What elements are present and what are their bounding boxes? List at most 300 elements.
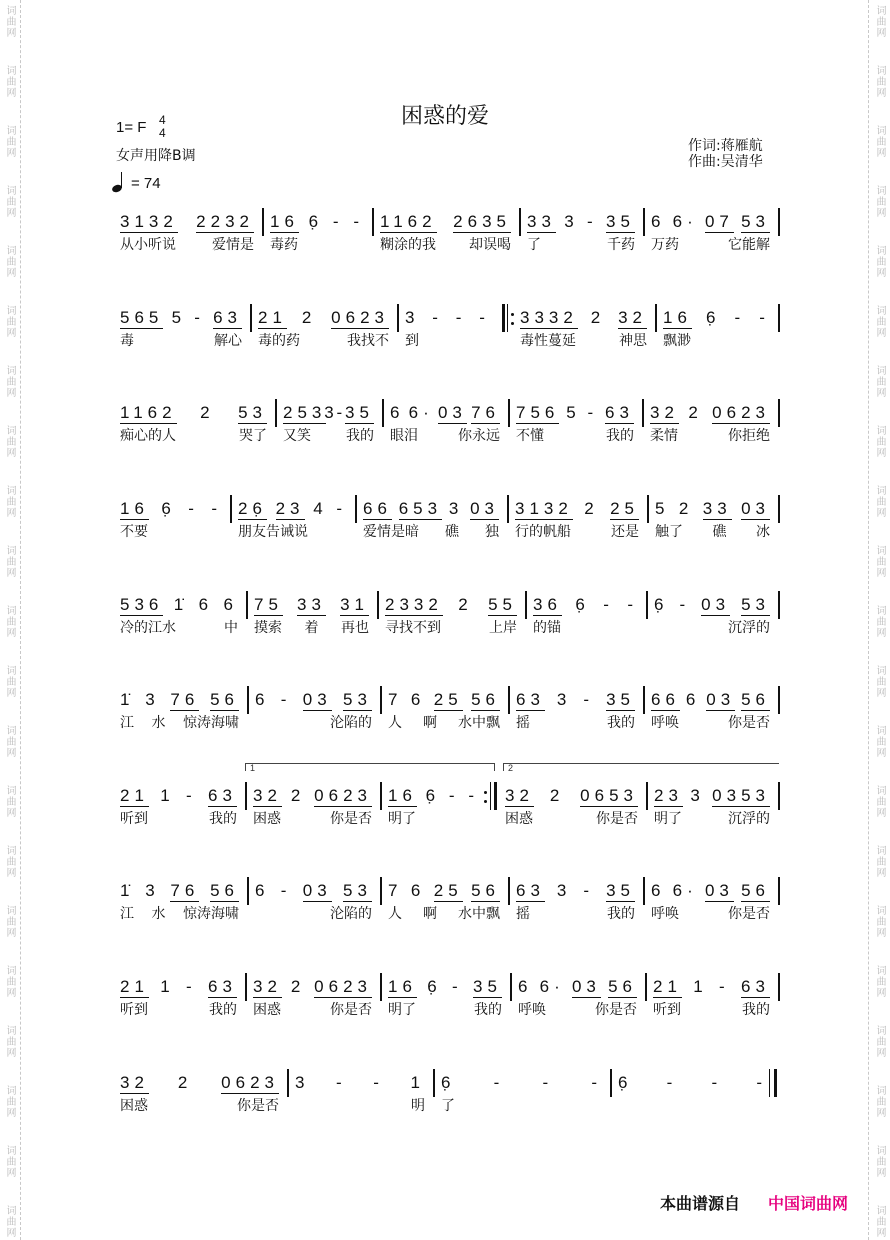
note-group: 6̣ (425, 786, 441, 805)
lyric-word: 行的帆船 (515, 524, 571, 540)
note-group: - (468, 786, 479, 805)
note-line (245, 978, 380, 1000)
measure (118, 787, 245, 831)
barline (778, 208, 780, 236)
note-group: 0623 (221, 1073, 279, 1092)
barline (778, 973, 780, 1001)
lyric-word: 听到 (653, 1002, 681, 1018)
measure (510, 978, 645, 1022)
staff-row (0, 309, 890, 353)
lyric-word: 听到 (120, 1002, 148, 1018)
note-line (262, 213, 372, 235)
lyric-word: 惊涛海啸 (183, 906, 239, 922)
lyric-word: 上岸 (489, 620, 517, 636)
note-line (380, 787, 497, 809)
note-group: 3 (556, 690, 572, 709)
lyric-line (230, 524, 355, 542)
lyric-word: 人 (388, 715, 402, 731)
barline (508, 686, 510, 714)
lyric-word: 你是否 (330, 1002, 372, 1018)
measure (372, 213, 519, 257)
note-group: 32 (253, 786, 282, 805)
note-group: 25 (433, 690, 463, 709)
note-group: 1̇ (120, 690, 135, 709)
lyric-word: 礁 (712, 524, 727, 540)
note-group: 6̣ (654, 595, 669, 614)
lyric-word: 哭了 (239, 428, 267, 444)
lyric-word: 惊涛海啸 (183, 715, 239, 731)
watermark-left: 词曲网 (4, 1085, 15, 1118)
lyric-word: 触了 (655, 524, 683, 540)
lyric-line (655, 333, 778, 351)
barline (380, 877, 382, 905)
measure (118, 309, 250, 353)
note-line (646, 787, 778, 809)
measure (246, 596, 377, 640)
measure (380, 882, 508, 926)
lyric-word: 冷的江水 (120, 620, 176, 636)
note-group: 3 (448, 499, 464, 518)
note-line (246, 596, 377, 618)
note-group: 6̣ (441, 1073, 456, 1092)
note-group: - (332, 212, 344, 231)
note-group: 21 (120, 977, 149, 996)
lyric-line (118, 1002, 245, 1020)
note-line (510, 978, 645, 1000)
measure (507, 500, 647, 544)
barline (655, 304, 657, 332)
note-line (508, 882, 643, 904)
lyric-word: 还是 (611, 524, 639, 540)
note-group: 32 (650, 403, 679, 422)
watermark-left: 词曲网 (4, 1205, 15, 1238)
note-group: 21 (120, 786, 149, 805)
note-group: 3 (564, 212, 579, 231)
note-group: 6 (223, 595, 238, 614)
note-group: 03 (704, 881, 734, 900)
lyricist-credit: 作词:蒋雁航 (688, 138, 763, 154)
note-line (230, 500, 355, 522)
watermark-right: 词曲网 (874, 905, 885, 938)
lyric-line (646, 620, 778, 638)
note-group: - (627, 595, 638, 614)
watermark-left: 词曲网 (4, 365, 15, 398)
barline (246, 591, 248, 619)
note-group: - (711, 1073, 723, 1092)
note-line (118, 404, 275, 426)
lyric-word: 明了 (388, 811, 416, 827)
watermark-right: 词曲网 (874, 665, 885, 698)
watermark-right: 词曲网 (874, 1085, 885, 1118)
note-line (287, 1074, 433, 1096)
measure (647, 500, 778, 544)
note-line (519, 213, 643, 235)
note-group: 3 (405, 308, 420, 327)
lyric-line (262, 237, 372, 255)
lyric-line (245, 811, 380, 829)
lyric-word: 万药 (651, 237, 679, 253)
note-line (118, 213, 262, 235)
watermark-left: 词曲网 (4, 665, 15, 698)
note-line (397, 309, 498, 331)
lyric-line (287, 1098, 433, 1116)
note-line (498, 309, 655, 331)
note-group: - (280, 881, 292, 900)
lyric-line (508, 906, 643, 924)
note-group: 16 (120, 499, 149, 518)
note-group: 63 (516, 690, 545, 709)
lyric-line (498, 333, 655, 351)
note-line (497, 787, 646, 809)
barline (778, 304, 780, 332)
note-group: 6 (198, 595, 214, 614)
barline (247, 686, 249, 714)
measure (380, 691, 508, 735)
lyric-word: 明 (411, 1098, 425, 1114)
lyric-word: 解心 (214, 333, 242, 349)
note-group: - (353, 212, 364, 231)
lyric-line (645, 1002, 778, 1020)
lyric-line (519, 237, 643, 255)
note-group: - (479, 308, 490, 327)
lyric-word: 人 (388, 906, 402, 922)
lyric-word: 呼唤 (518, 1002, 546, 1018)
measure (230, 500, 355, 544)
lyric-word: 水中飘 (458, 906, 500, 922)
note-group: 3 (145, 690, 160, 709)
lyric-word: 毒药 (270, 237, 298, 253)
barline (778, 399, 780, 427)
note-line (372, 213, 519, 235)
note-group: 5 (566, 403, 581, 422)
barline (382, 399, 384, 427)
lyric-word: 明了 (654, 811, 682, 827)
note-line (508, 691, 643, 713)
note-group: 2 (290, 786, 306, 805)
note-group: 6 (410, 690, 426, 709)
lyric-word: 爱情是 (212, 237, 254, 253)
note-group: 35 (345, 403, 374, 422)
note-group: 653 (398, 499, 443, 518)
note-group: - (336, 403, 348, 422)
note-line (643, 691, 778, 713)
staff-row (0, 1074, 890, 1118)
time-signature-bottom: 4 (159, 126, 166, 140)
note-group: 3 (556, 881, 572, 900)
measure (643, 213, 778, 257)
watermark-left: 词曲网 (4, 305, 15, 338)
note-line (118, 691, 247, 713)
note-group: - (186, 786, 197, 805)
note-line (247, 691, 380, 713)
lyric-line (118, 237, 262, 255)
lyric-word: 沦陷的 (330, 906, 372, 922)
note-group: 6 (651, 881, 666, 900)
note-group: 4 (313, 499, 328, 518)
measure (250, 309, 397, 353)
note-group: 32 (253, 977, 282, 996)
note-group: 5 (171, 308, 187, 327)
measure (645, 978, 778, 1022)
note-group: 56 (471, 881, 500, 900)
watermark-right: 词曲网 (874, 845, 885, 878)
note-line (508, 404, 642, 426)
repeat-start-sign (507, 304, 508, 332)
note-group: 536 (120, 595, 164, 614)
lyric-line (118, 715, 247, 733)
note-group: 33 (702, 499, 732, 518)
watermark-left: 词曲网 (4, 545, 15, 578)
watermark-left: 词曲网 (4, 605, 15, 638)
note-group: 2232 (196, 212, 254, 231)
lyric-word: 我的 (606, 428, 634, 444)
lyric-line (118, 333, 250, 351)
staff-row (0, 596, 890, 640)
watermark-right: 词曲网 (874, 725, 885, 758)
lyric-word: 毒的药 (258, 333, 300, 349)
source-label: 本曲谱源自 (660, 1194, 741, 1213)
note-group: 36 (533, 595, 562, 614)
note-line (647, 500, 778, 522)
barline (380, 973, 382, 1001)
lyric-word: 冰 (756, 524, 770, 540)
note-group: 1162 (380, 212, 437, 231)
measure (245, 978, 380, 1022)
watermark-left: 词曲网 (4, 1025, 15, 1058)
watermark-left: 词曲网 (4, 485, 15, 518)
lyric-word: 你拒绝 (728, 428, 770, 444)
lyric-word: 它能解 (728, 237, 770, 253)
note-group: 35 (606, 212, 635, 231)
note-line (642, 404, 778, 426)
lyric-word: 你是否 (237, 1098, 279, 1114)
lyric-word: 困惑 (120, 1098, 148, 1114)
measure (497, 787, 646, 831)
barline (645, 973, 647, 1001)
note-group: 32 (505, 786, 534, 805)
note-group: 35 (606, 881, 635, 900)
note-group: 03 (302, 690, 332, 709)
note-group: 1 (693, 977, 708, 996)
note-group: - (587, 403, 599, 422)
note-group: - (188, 499, 199, 518)
lyric-line (355, 524, 507, 542)
watermark-left: 词曲网 (4, 725, 15, 758)
lyric-word: 摸索 (254, 620, 282, 636)
note-group: 6 (518, 977, 533, 996)
repeat-dot (511, 322, 514, 325)
note-line (645, 978, 778, 1000)
note-line (380, 882, 508, 904)
measure (508, 882, 643, 926)
note-line (377, 596, 525, 618)
note-group: - (455, 308, 467, 327)
note-group: 6̣ (706, 308, 721, 327)
barline (642, 399, 644, 427)
watermark-right: 词曲网 (874, 545, 885, 578)
lyric-word: 我的 (209, 1002, 237, 1018)
note-group: 33 (527, 212, 556, 231)
note-group: 6 (390, 403, 405, 422)
barline (643, 208, 645, 236)
watermark-left: 词曲网 (4, 905, 15, 938)
staff-row (0, 500, 890, 544)
lyric-line (118, 906, 247, 924)
note-group: - (336, 1073, 347, 1092)
note-group: 6̣ (618, 1073, 633, 1092)
barline (247, 877, 249, 905)
note-group: 7 (388, 690, 403, 709)
note-group: - (591, 1073, 602, 1092)
note-group: 16 (388, 786, 417, 805)
note-group: 75 (254, 595, 283, 614)
lyric-word: 却误喝 (469, 237, 511, 253)
note-group: 32 (120, 1073, 149, 1092)
lyric-word: 沉浮的 (728, 620, 770, 636)
barline (380, 782, 382, 810)
lyric-line (433, 1098, 610, 1116)
lyric-word: 神思 (619, 333, 647, 349)
measure (245, 787, 380, 831)
measure (355, 500, 507, 544)
note-group: 03 (302, 881, 332, 900)
note-group: - (679, 595, 691, 614)
barline (507, 495, 509, 523)
note-group: 1̇ (120, 881, 135, 900)
note-group: 03 (437, 403, 467, 422)
note-line (382, 404, 508, 426)
barline (647, 495, 649, 523)
lyric-line (118, 1098, 287, 1116)
barline (372, 208, 374, 236)
note-group: 35 (473, 977, 502, 996)
note-group: - (432, 308, 443, 327)
note-group: 03 (741, 499, 770, 518)
note-group: 03 (470, 499, 499, 518)
note-line (118, 500, 230, 522)
lyric-word: 朋友告诫说 (238, 524, 308, 540)
watermark-right: 词曲网 (874, 785, 885, 818)
lyric-word: 毒 (120, 333, 134, 349)
lyric-line (247, 715, 380, 733)
lyric-word: 摇 (516, 715, 530, 731)
measure (397, 309, 498, 353)
lyric-line (118, 620, 246, 638)
watermark-left: 词曲网 (4, 125, 15, 158)
note-group: 53 (741, 595, 770, 614)
lyric-word: 了 (527, 237, 541, 253)
note-line (646, 596, 778, 618)
lyric-line (525, 620, 646, 638)
note-group: 2 (549, 786, 565, 805)
lyric-word: 礁 (445, 524, 459, 540)
watermark-right: 词曲网 (874, 485, 885, 518)
barline (778, 591, 780, 619)
measure (655, 309, 778, 353)
lyric-line (245, 1002, 380, 1020)
note-line (610, 1074, 775, 1096)
note-group: 31 (340, 595, 369, 614)
repeat-dot (484, 800, 487, 803)
lyric-word: 你是否 (728, 715, 770, 731)
lyric-word: 你是否 (728, 906, 770, 922)
note-line (380, 691, 508, 713)
barline (643, 686, 645, 714)
measure (382, 404, 508, 448)
watermark-left: 词曲网 (4, 785, 15, 818)
staff-row (0, 404, 890, 448)
note-group: 0623 (314, 977, 372, 996)
note-line (118, 787, 245, 809)
measure (247, 691, 380, 735)
barline (245, 973, 247, 1001)
lyric-word: 眼泪 (390, 428, 418, 444)
composer-credit: 作曲:吴清华 (688, 154, 763, 170)
barline (778, 782, 780, 810)
measure (646, 596, 778, 640)
note-group: 56 (741, 881, 770, 900)
repeat-start-sign (502, 304, 505, 332)
note-group: - (542, 1073, 554, 1092)
barline (245, 782, 247, 810)
lyric-word: 我的 (607, 715, 635, 731)
measure (643, 691, 778, 735)
lyric-line (643, 715, 778, 733)
lyric-line (510, 1002, 645, 1020)
note-group: 33 (297, 595, 326, 614)
lyric-word: 沦陷的 (330, 715, 372, 731)
note-group: - (756, 1073, 767, 1092)
lyric-word: 不要 (120, 524, 148, 540)
note-group: 2 (290, 977, 306, 996)
note-group: 66 (363, 499, 392, 518)
lyric-word: 我的 (346, 428, 374, 444)
measure (433, 1074, 610, 1118)
lyric-word: 我的 (474, 1002, 502, 1018)
volta-label: 2 (508, 763, 514, 773)
note-line (355, 500, 507, 522)
lyric-line (508, 715, 643, 733)
lyric-word: 呼唤 (651, 715, 679, 731)
note-group: 3 (145, 881, 160, 900)
lyric-word: 水 (151, 715, 166, 731)
source-site-link[interactable]: 中国词曲网 (768, 1194, 849, 1213)
note-group: 0653 (580, 786, 638, 805)
barline (250, 304, 252, 332)
note-group: 2 (688, 403, 703, 422)
note-group: 6̣ (575, 595, 590, 614)
lyric-line (380, 906, 508, 924)
note-group: 55 (488, 595, 517, 614)
note-group: 6· (539, 977, 565, 996)
lyric-line (380, 811, 497, 829)
note-group: - (452, 977, 463, 996)
measure (646, 787, 778, 831)
note-group: 1̇ (173, 595, 189, 614)
watermark-right: 词曲网 (874, 65, 885, 98)
note-line (245, 787, 380, 809)
note-group: 56 (210, 881, 239, 900)
measure (380, 787, 497, 831)
note-group: 25 (433, 881, 463, 900)
note-group: 16 (270, 212, 299, 231)
barline (643, 877, 645, 905)
note-group: 7 (388, 881, 403, 900)
note-group: 1 (410, 1073, 425, 1092)
note-group: 53 (343, 881, 372, 900)
note-group: - (587, 212, 598, 231)
watermark-right: 词曲网 (874, 125, 885, 158)
